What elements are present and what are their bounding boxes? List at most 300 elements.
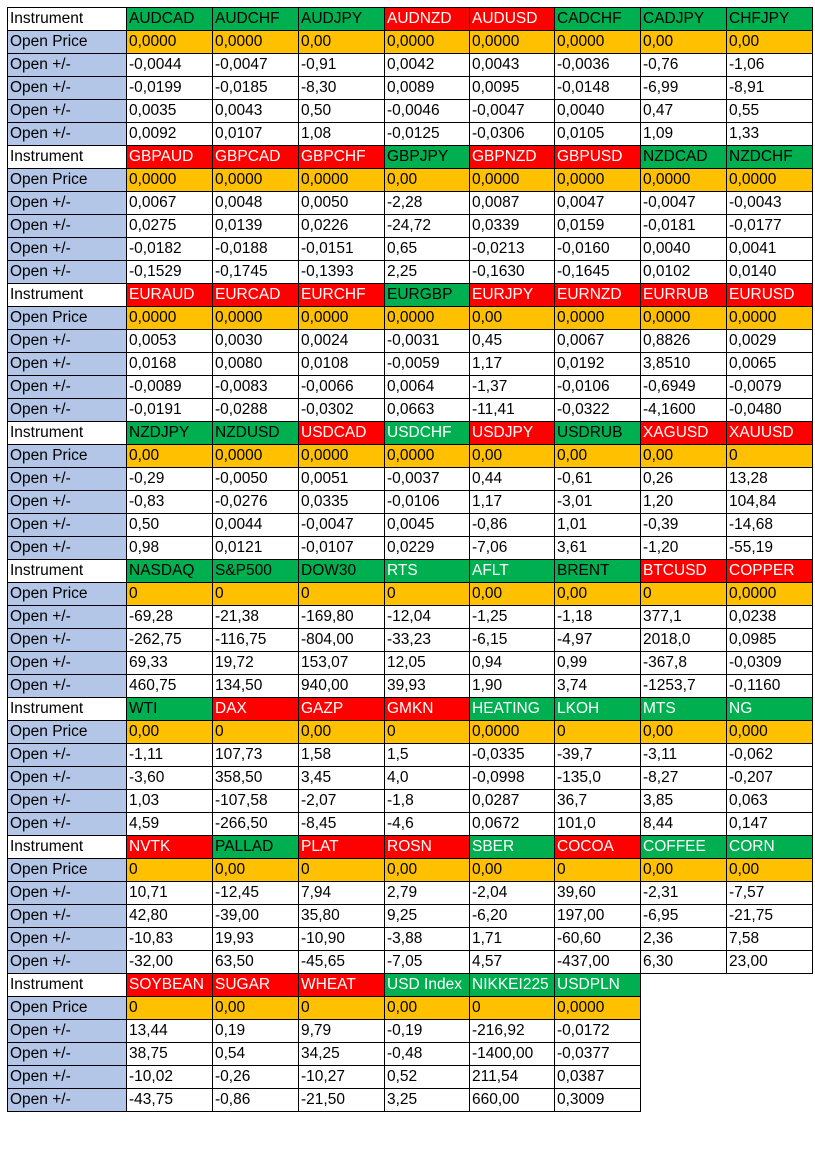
open-delta-cell[interactable]: -0,0177 [727, 215, 813, 238]
instrument-header-cell[interactable]: BTCUSD [641, 560, 727, 583]
open-price-cell[interactable]: 0,00 [299, 31, 385, 54]
open-price-label[interactable]: Open Price [8, 445, 127, 468]
open-price-cell[interactable]: 0,00 [641, 721, 727, 744]
open-delta-cell[interactable]: -10,02 [127, 1066, 213, 1089]
open-price-cell[interactable]: 0,0000 [385, 31, 470, 54]
open-delta-label[interactable]: Open +/- [8, 54, 127, 77]
open-price-cell[interactable]: 0,0000 [127, 307, 213, 330]
open-delta-cell[interactable]: -0,39 [641, 514, 727, 537]
open-price-cell[interactable]: 0,0000 [213, 169, 299, 192]
instrument-header-cell[interactable]: WTI [127, 698, 213, 721]
open-delta-cell[interactable]: 0,0387 [555, 1066, 641, 1089]
instrument-header-cell[interactable]: NIKKEI225 [470, 974, 555, 997]
empty-cell[interactable] [727, 997, 813, 1020]
open-delta-cell[interactable]: 3,45 [299, 767, 385, 790]
open-delta-cell[interactable]: 0,0140 [727, 261, 813, 284]
open-delta-cell[interactable]: -0,0998 [470, 767, 555, 790]
open-delta-label[interactable]: Open +/- [8, 928, 127, 951]
open-price-cell[interactable]: 0,0000 [213, 445, 299, 468]
open-delta-cell[interactable]: -0,26 [213, 1066, 299, 1089]
open-price-cell[interactable]: 0,00 [641, 31, 727, 54]
open-delta-cell[interactable]: 0,45 [470, 330, 555, 353]
open-delta-cell[interactable]: -0,0160 [555, 238, 641, 261]
open-delta-cell[interactable]: -1,11 [127, 744, 213, 767]
open-delta-label[interactable]: Open +/- [8, 1066, 127, 1089]
open-delta-cell[interactable]: -107,58 [213, 790, 299, 813]
open-delta-cell[interactable]: -0,0106 [555, 376, 641, 399]
open-delta-cell[interactable]: -266,50 [213, 813, 299, 836]
open-delta-cell[interactable]: 39,93 [385, 675, 470, 698]
open-delta-cell[interactable]: -39,00 [213, 905, 299, 928]
open-delta-cell[interactable]: 153,07 [299, 652, 385, 675]
instrument-header-cell[interactable]: EURUSD [727, 284, 813, 307]
open-delta-label[interactable]: Open +/- [8, 882, 127, 905]
open-delta-cell[interactable]: 3,74 [555, 675, 641, 698]
instrument-header-cell[interactable]: NVTK [127, 836, 213, 859]
open-delta-label[interactable]: Open +/- [8, 813, 127, 836]
open-delta-cell[interactable]: 1,01 [555, 514, 641, 537]
open-delta-cell[interactable]: -0,0335 [470, 744, 555, 767]
open-delta-cell[interactable]: -0,0046 [385, 100, 470, 123]
open-price-cell[interactable]: 0,000 [727, 721, 813, 744]
instrument-header-cell[interactable]: USD Index [385, 974, 470, 997]
open-delta-cell[interactable]: 39,60 [555, 882, 641, 905]
open-delta-cell[interactable]: -0,0182 [127, 238, 213, 261]
open-delta-label[interactable]: Open +/- [8, 215, 127, 238]
open-delta-cell[interactable]: 2,79 [385, 882, 470, 905]
open-price-cell[interactable]: 0,00 [470, 583, 555, 606]
open-delta-label[interactable]: Open +/- [8, 238, 127, 261]
open-price-cell[interactable]: 0,00 [727, 31, 813, 54]
open-price-cell[interactable]: 0,0000 [727, 307, 813, 330]
open-delta-cell[interactable]: 0,0192 [555, 353, 641, 376]
open-price-cell[interactable]: 0,0000 [299, 445, 385, 468]
open-price-cell[interactable]: 0,0000 [555, 31, 641, 54]
open-delta-cell[interactable]: -3,11 [641, 744, 727, 767]
open-delta-cell[interactable]: -0,0188 [213, 238, 299, 261]
open-price-cell[interactable]: 0,00 [641, 445, 727, 468]
open-delta-cell[interactable]: 23,00 [727, 951, 813, 974]
open-price-cell[interactable]: 0,0000 [470, 721, 555, 744]
open-price-cell[interactable]: 0,0000 [385, 445, 470, 468]
open-delta-cell[interactable]: 0,0335 [299, 491, 385, 514]
open-delta-cell[interactable]: -1,06 [727, 54, 813, 77]
open-price-label[interactable]: Open Price [8, 583, 127, 606]
open-delta-cell[interactable]: 0,0102 [641, 261, 727, 284]
instrument-header-cell[interactable]: USDPLN [555, 974, 641, 997]
open-delta-cell[interactable]: -0,48 [385, 1043, 470, 1066]
instrument-label[interactable]: Instrument [8, 422, 127, 445]
open-delta-cell[interactable]: 0,47 [641, 100, 727, 123]
instrument-header-cell[interactable]: GBPJPY [385, 146, 470, 169]
open-delta-cell[interactable]: 12,05 [385, 652, 470, 675]
instrument-label[interactable]: Instrument [8, 284, 127, 307]
instrument-header-cell[interactable]: EURNZD [555, 284, 641, 307]
open-delta-label[interactable]: Open +/- [8, 468, 127, 491]
open-delta-cell[interactable]: -0,0079 [727, 376, 813, 399]
open-delta-cell[interactable]: 0,44 [470, 468, 555, 491]
open-delta-cell[interactable]: -804,00 [299, 629, 385, 652]
open-delta-cell[interactable]: 0,0108 [299, 353, 385, 376]
instrument-header-cell[interactable]: CHFJPY [727, 8, 813, 31]
open-delta-cell[interactable]: 34,25 [299, 1043, 385, 1066]
open-price-cell[interactable]: 0,0000 [127, 169, 213, 192]
open-delta-cell[interactable]: -0,0037 [385, 468, 470, 491]
open-delta-cell[interactable]: 1,20 [641, 491, 727, 514]
open-delta-cell[interactable]: 0,0040 [641, 238, 727, 261]
open-delta-cell[interactable]: 0,063 [727, 790, 813, 813]
open-delta-cell[interactable]: -7,05 [385, 951, 470, 974]
open-delta-label[interactable]: Open +/- [8, 77, 127, 100]
instrument-header-cell[interactable]: EURJPY [470, 284, 555, 307]
open-delta-cell[interactable]: -0,19 [385, 1020, 470, 1043]
instrument-header-cell[interactable]: WHEAT [299, 974, 385, 997]
open-delta-cell[interactable]: 0,0045 [385, 514, 470, 537]
open-delta-cell[interactable]: 38,75 [127, 1043, 213, 1066]
instrument-label[interactable]: Instrument [8, 698, 127, 721]
open-delta-cell[interactable]: -2,04 [470, 882, 555, 905]
open-delta-cell[interactable]: 0,0048 [213, 192, 299, 215]
open-delta-cell[interactable]: 9,79 [299, 1020, 385, 1043]
open-delta-cell[interactable]: 0,0042 [385, 54, 470, 77]
instrument-header-cell[interactable]: COFFEE [641, 836, 727, 859]
open-price-cell[interactable]: 0,0000 [555, 169, 641, 192]
open-delta-cell[interactable]: 0,0095 [470, 77, 555, 100]
open-delta-cell[interactable]: 35,80 [299, 905, 385, 928]
instrument-header-cell[interactable]: AFLT [470, 560, 555, 583]
open-delta-cell[interactable]: -0,0185 [213, 77, 299, 100]
open-delta-cell[interactable]: -1,18 [555, 606, 641, 629]
open-delta-label[interactable]: Open +/- [8, 192, 127, 215]
open-delta-cell[interactable]: 13,44 [127, 1020, 213, 1043]
instrument-header-cell[interactable]: PALLAD [213, 836, 299, 859]
instrument-header-cell[interactable]: AUDUSD [470, 8, 555, 31]
open-delta-cell[interactable]: 0,0238 [727, 606, 813, 629]
open-delta-cell[interactable]: -8,27 [641, 767, 727, 790]
open-delta-cell[interactable]: 0,65 [385, 238, 470, 261]
open-delta-cell[interactable]: 0,0067 [127, 192, 213, 215]
open-delta-cell[interactable]: 1,5 [385, 744, 470, 767]
instrument-header-cell[interactable]: BRENT [555, 560, 641, 583]
open-delta-cell[interactable]: -0,0377 [555, 1043, 641, 1066]
open-delta-cell[interactable]: -12,04 [385, 606, 470, 629]
open-delta-label[interactable]: Open +/- [8, 1020, 127, 1043]
open-delta-cell[interactable]: 1,08 [299, 123, 385, 146]
instrument-header-cell[interactable]: NASDAQ [127, 560, 213, 583]
instrument-header-cell[interactable]: DOW30 [299, 560, 385, 583]
open-delta-cell[interactable]: -0,1645 [555, 261, 641, 284]
open-delta-cell[interactable]: 0,99 [555, 652, 641, 675]
open-price-cell[interactable]: 0,00 [555, 445, 641, 468]
open-delta-cell[interactable]: -0,0199 [127, 77, 213, 100]
open-price-cell[interactable]: 0,0000 [470, 169, 555, 192]
open-delta-cell[interactable]: 0,50 [299, 100, 385, 123]
instrument-header-cell[interactable]: NG [727, 698, 813, 721]
open-delta-cell[interactable]: -1253,7 [641, 675, 727, 698]
open-delta-cell[interactable]: -24,72 [385, 215, 470, 238]
open-delta-label[interactable]: Open +/- [8, 537, 127, 560]
open-delta-label[interactable]: Open +/- [8, 491, 127, 514]
open-price-cell[interactable]: 0 [299, 997, 385, 1020]
empty-cell[interactable] [727, 1089, 813, 1112]
open-delta-cell[interactable]: -43,75 [127, 1089, 213, 1112]
open-delta-cell[interactable]: 0,0030 [213, 330, 299, 353]
open-delta-cell[interactable]: -135,0 [555, 767, 641, 790]
open-delta-cell[interactable]: 0,0024 [299, 330, 385, 353]
open-delta-cell[interactable]: 0,0035 [127, 100, 213, 123]
open-delta-cell[interactable]: -7,57 [727, 882, 813, 905]
open-delta-cell[interactable]: 0,0139 [213, 215, 299, 238]
open-price-cell[interactable]: 0,00 [213, 997, 299, 1020]
open-price-cell[interactable]: 0 [127, 859, 213, 882]
open-delta-cell[interactable]: -0,0309 [727, 652, 813, 675]
instrument-header-cell[interactable]: ROSN [385, 836, 470, 859]
open-delta-cell[interactable]: -8,91 [727, 77, 813, 100]
empty-cell[interactable] [727, 1020, 813, 1043]
open-delta-label[interactable]: Open +/- [8, 399, 127, 422]
open-delta-label[interactable]: Open +/- [8, 376, 127, 399]
instrument-header-cell[interactable]: CADJPY [641, 8, 727, 31]
instrument-label[interactable]: Instrument [8, 836, 127, 859]
open-delta-cell[interactable]: -0,83 [127, 491, 213, 514]
open-price-cell[interactable]: 0,0000 [470, 31, 555, 54]
open-delta-cell[interactable]: -0,0306 [470, 123, 555, 146]
open-delta-cell[interactable]: -45,65 [299, 951, 385, 974]
instrument-header-cell[interactable]: GBPAUD [127, 146, 213, 169]
open-delta-cell[interactable]: 0,98 [127, 537, 213, 560]
open-delta-cell[interactable]: 134,50 [213, 675, 299, 698]
open-delta-cell[interactable]: -0,0322 [555, 399, 641, 422]
open-delta-cell[interactable]: 0,0663 [385, 399, 470, 422]
open-delta-cell[interactable]: 0,0985 [727, 629, 813, 652]
open-delta-cell[interactable]: 0,0064 [385, 376, 470, 399]
open-price-cell[interactable]: 0 [385, 721, 470, 744]
open-delta-cell[interactable]: -21,75 [727, 905, 813, 928]
instrument-header-cell[interactable]: NZDCAD [641, 146, 727, 169]
open-delta-cell[interactable]: 1,90 [470, 675, 555, 698]
open-delta-cell[interactable]: -0,0031 [385, 330, 470, 353]
open-delta-cell[interactable]: -0,1393 [299, 261, 385, 284]
open-delta-cell[interactable]: 8,44 [641, 813, 727, 836]
open-delta-cell[interactable]: -0,207 [727, 767, 813, 790]
open-delta-cell[interactable]: 0,52 [385, 1066, 470, 1089]
open-delta-cell[interactable]: 0,54 [213, 1043, 299, 1066]
open-delta-cell[interactable]: 7,58 [727, 928, 813, 951]
open-price-cell[interactable]: 0,00 [555, 583, 641, 606]
open-delta-cell[interactable]: -0,0047 [470, 100, 555, 123]
open-delta-cell[interactable]: 0,0275 [127, 215, 213, 238]
open-delta-cell[interactable]: 0,0043 [470, 54, 555, 77]
open-delta-cell[interactable]: 0,0029 [727, 330, 813, 353]
open-delta-cell[interactable]: 0,0067 [555, 330, 641, 353]
open-delta-cell[interactable]: -21,38 [213, 606, 299, 629]
open-price-label[interactable]: Open Price [8, 169, 127, 192]
open-delta-cell[interactable]: 3,25 [385, 1089, 470, 1112]
open-delta-cell[interactable]: 0,50 [127, 514, 213, 537]
open-delta-cell[interactable]: 0,94 [470, 652, 555, 675]
instrument-header-cell[interactable]: S&P500 [213, 560, 299, 583]
open-delta-cell[interactable]: -0,0302 [299, 399, 385, 422]
open-price-cell[interactable]: 0 [555, 859, 641, 882]
empty-cell[interactable] [641, 1043, 727, 1066]
open-price-cell[interactable]: 0,00 [385, 859, 470, 882]
open-delta-cell[interactable]: -3,01 [555, 491, 641, 514]
instrument-header-cell[interactable]: LKOH [555, 698, 641, 721]
open-price-cell[interactable]: 0,0000 [727, 169, 813, 192]
open-delta-cell[interactable]: 107,73 [213, 744, 299, 767]
instrument-header-cell[interactable]: USDRUB [555, 422, 641, 445]
open-delta-cell[interactable]: -2,31 [641, 882, 727, 905]
instrument-header-cell[interactable]: MTS [641, 698, 727, 721]
open-delta-cell[interactable]: 0,147 [727, 813, 813, 836]
open-delta-cell[interactable]: 42,80 [127, 905, 213, 928]
open-price-cell[interactable]: 0,0000 [641, 169, 727, 192]
open-delta-cell[interactable]: 3,85 [641, 790, 727, 813]
open-delta-cell[interactable]: 1,03 [127, 790, 213, 813]
open-price-label[interactable]: Open Price [8, 859, 127, 882]
instrument-header-cell[interactable]: GBPNZD [470, 146, 555, 169]
instrument-header-cell[interactable]: COPPER [727, 560, 813, 583]
open-price-cell[interactable]: 0 [299, 583, 385, 606]
open-delta-cell[interactable]: 19,93 [213, 928, 299, 951]
open-delta-cell[interactable]: -0,0066 [299, 376, 385, 399]
open-delta-cell[interactable]: 0,0121 [213, 537, 299, 560]
open-price-cell[interactable]: 0 [299, 859, 385, 882]
instrument-label[interactable]: Instrument [8, 8, 127, 31]
open-delta-cell[interactable]: -0,0213 [470, 238, 555, 261]
instrument-header-cell[interactable]: AUDNZD [385, 8, 470, 31]
open-delta-cell[interactable]: 660,00 [470, 1089, 555, 1112]
open-delta-cell[interactable]: -0,0172 [555, 1020, 641, 1043]
open-delta-cell[interactable]: 4,0 [385, 767, 470, 790]
open-delta-label[interactable]: Open +/- [8, 353, 127, 376]
open-delta-cell[interactable]: 0,0105 [555, 123, 641, 146]
instrument-header-cell[interactable]: NZDCHF [727, 146, 813, 169]
open-delta-label[interactable]: Open +/- [8, 1089, 127, 1112]
open-delta-cell[interactable]: -0,0151 [299, 238, 385, 261]
open-delta-cell[interactable]: 36,7 [555, 790, 641, 813]
open-delta-cell[interactable]: -6,99 [641, 77, 727, 100]
instrument-header-cell[interactable]: COCOA [555, 836, 641, 859]
open-delta-cell[interactable]: 0,0226 [299, 215, 385, 238]
open-delta-label[interactable]: Open +/- [8, 951, 127, 974]
open-price-label[interactable]: Open Price [8, 31, 127, 54]
open-delta-cell[interactable]: 211,54 [470, 1066, 555, 1089]
instrument-header-cell[interactable]: SOYBEAN [127, 974, 213, 997]
open-delta-cell[interactable]: -1,8 [385, 790, 470, 813]
open-delta-cell[interactable]: 0,0047 [555, 192, 641, 215]
open-delta-cell[interactable]: 3,8510 [641, 353, 727, 376]
instrument-header-cell[interactable]: EURAUD [127, 284, 213, 307]
open-delta-cell[interactable]: 0,0092 [127, 123, 213, 146]
open-delta-cell[interactable]: -0,86 [213, 1089, 299, 1112]
open-delta-cell[interactable]: 940,00 [299, 675, 385, 698]
open-delta-cell[interactable]: 3,61 [555, 537, 641, 560]
open-delta-cell[interactable]: -0,0125 [385, 123, 470, 146]
open-delta-cell[interactable]: -1400,00 [470, 1043, 555, 1066]
open-price-cell[interactable]: 0,0000 [727, 583, 813, 606]
open-delta-cell[interactable]: -0,0044 [127, 54, 213, 77]
open-delta-label[interactable]: Open +/- [8, 905, 127, 928]
open-delta-cell[interactable]: -0,1529 [127, 261, 213, 284]
open-delta-cell[interactable]: -21,50 [299, 1089, 385, 1112]
open-delta-cell[interactable]: 9,25 [385, 905, 470, 928]
open-delta-cell[interactable]: -0,062 [727, 744, 813, 767]
open-price-cell[interactable]: 0 [641, 583, 727, 606]
instrument-header-cell[interactable]: AUDCHF [213, 8, 299, 31]
instrument-header-cell[interactable]: GBPCAD [213, 146, 299, 169]
instrument-header-cell[interactable]: USDJPY [470, 422, 555, 445]
open-price-cell[interactable]: 0,00 [385, 997, 470, 1020]
open-delta-cell[interactable]: 0,0043 [213, 100, 299, 123]
open-price-cell[interactable]: 0,0000 [299, 169, 385, 192]
open-delta-cell[interactable]: -6,15 [470, 629, 555, 652]
open-delta-cell[interactable]: -0,0191 [127, 399, 213, 422]
open-delta-cell[interactable]: 19,72 [213, 652, 299, 675]
open-delta-cell[interactable]: -3,60 [127, 767, 213, 790]
open-delta-cell[interactable]: -1,20 [641, 537, 727, 560]
open-delta-cell[interactable]: -367,8 [641, 652, 727, 675]
open-delta-cell[interactable]: -2,28 [385, 192, 470, 215]
open-delta-cell[interactable]: -0,0047 [299, 514, 385, 537]
open-delta-cell[interactable]: -0,91 [299, 54, 385, 77]
instrument-label[interactable]: Instrument [8, 974, 127, 997]
instrument-header-cell[interactable]: SUGAR [213, 974, 299, 997]
open-delta-cell[interactable]: -2,07 [299, 790, 385, 813]
open-delta-cell[interactable]: 460,75 [127, 675, 213, 698]
instrument-header-cell[interactable]: GBPUSD [555, 146, 641, 169]
open-price-cell[interactable]: 0,0000 [555, 997, 641, 1020]
open-price-cell[interactable]: 0,0000 [213, 307, 299, 330]
open-delta-cell[interactable]: 0,0089 [385, 77, 470, 100]
open-delta-cell[interactable]: 0,0050 [299, 192, 385, 215]
instrument-header-cell[interactable]: HEATING [470, 698, 555, 721]
empty-cell[interactable] [727, 1043, 813, 1066]
open-delta-cell[interactable]: 7,94 [299, 882, 385, 905]
open-delta-cell[interactable]: 0,0107 [213, 123, 299, 146]
open-price-cell[interactable]: 0 [213, 721, 299, 744]
open-price-cell[interactable]: 0,00 [727, 859, 813, 882]
instrument-header-cell[interactable]: AUDJPY [299, 8, 385, 31]
open-delta-cell[interactable]: 0,0065 [727, 353, 813, 376]
open-price-cell[interactable]: 0 [470, 997, 555, 1020]
open-delta-cell[interactable]: -262,75 [127, 629, 213, 652]
open-delta-label[interactable]: Open +/- [8, 330, 127, 353]
open-delta-cell[interactable]: 4,57 [470, 951, 555, 974]
open-delta-cell[interactable]: -0,1630 [470, 261, 555, 284]
open-price-cell[interactable]: 0 [213, 583, 299, 606]
open-delta-label[interactable]: Open +/- [8, 606, 127, 629]
open-price-cell[interactable]: 0,0000 [299, 307, 385, 330]
instrument-label[interactable]: Instrument [8, 560, 127, 583]
open-delta-cell[interactable]: 0,0339 [470, 215, 555, 238]
open-price-cell[interactable]: 0,00 [127, 445, 213, 468]
open-delta-cell[interactable]: -0,0036 [555, 54, 641, 77]
open-price-cell[interactable]: 0,0000 [641, 307, 727, 330]
open-delta-cell[interactable]: 0,26 [641, 468, 727, 491]
open-delta-cell[interactable]: -0,86 [470, 514, 555, 537]
open-delta-cell[interactable]: -0,0083 [213, 376, 299, 399]
empty-cell[interactable] [641, 1089, 727, 1112]
open-delta-cell[interactable]: 1,17 [470, 491, 555, 514]
open-delta-cell[interactable]: -116,75 [213, 629, 299, 652]
open-delta-cell[interactable]: -55,19 [727, 537, 813, 560]
open-delta-cell[interactable]: 104,84 [727, 491, 813, 514]
open-delta-cell[interactable]: -0,0106 [385, 491, 470, 514]
open-delta-cell[interactable]: 0,0051 [299, 468, 385, 491]
instrument-header-cell[interactable]: AUDCAD [127, 8, 213, 31]
open-delta-cell[interactable]: -0,0480 [727, 399, 813, 422]
